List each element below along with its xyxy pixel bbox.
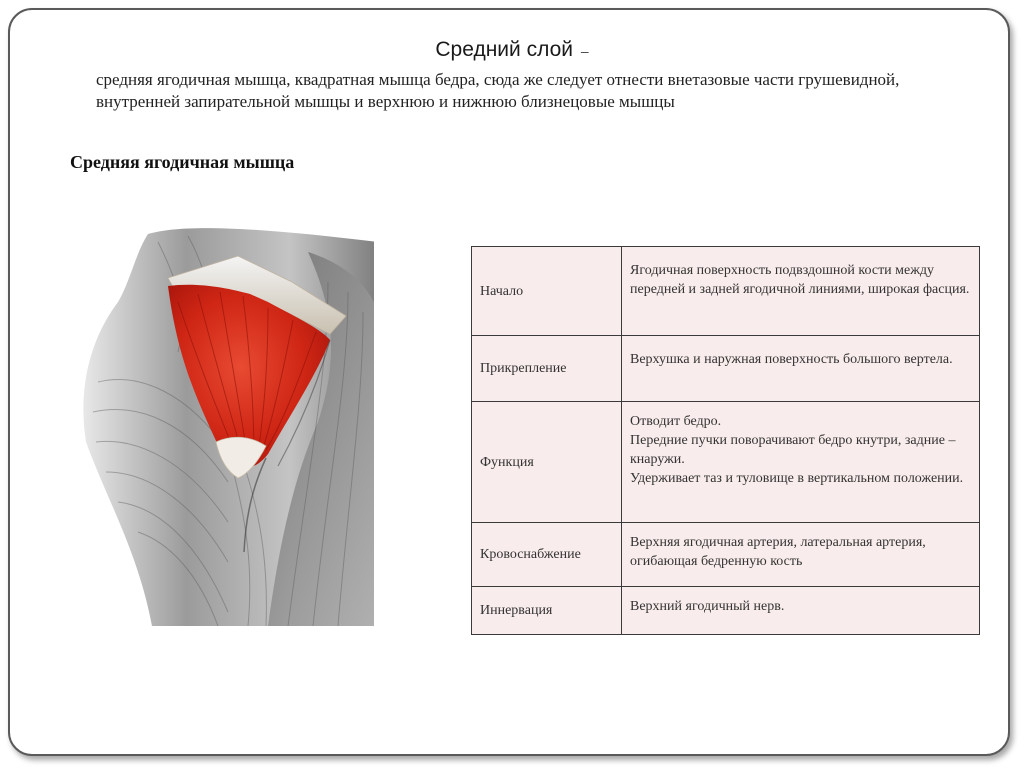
intro-text: средняя ягодичная мышца, квадратная мышца бедра, сюда же следует отнести внетазовые части грушевидной, внутренней запирательной мышцы и верхнюю и нижнюю близнецовые мышцы — [96, 70, 900, 111]
row-value-text: Верхний ягодичный нерв. — [630, 599, 785, 614]
muscle-info-table — [471, 246, 980, 635]
row-label-text: Начало — [480, 283, 524, 299]
table-row — [472, 402, 980, 523]
row-value — [622, 402, 980, 523]
row-label — [472, 402, 622, 523]
table-row — [472, 247, 980, 336]
slide-title-dash: – — [580, 43, 589, 59]
value-line: Удерживает таз и туловище в вертикальном положении. — [630, 471, 964, 486]
row-value-text: Верхняя ягодичная артерия, латеральная артерия, огибающая бедренную кость — [630, 535, 926, 569]
section-heading: Средняя ягодичная мышца — [70, 152, 295, 172]
gluteus-medius-illustration — [78, 222, 374, 626]
row-value — [622, 587, 980, 635]
value-line: Передние пучки поворачивают бедро кнутри, задние – кнаружи. — [630, 433, 956, 467]
row-label — [472, 336, 622, 402]
row-label — [472, 247, 622, 336]
row-label-text: Прикрепление — [480, 361, 567, 376]
row-value-text: Ягодичная поверхность подвздошной кости между передней и задней ягодичной линиями, широкая фасция. — [630, 263, 970, 297]
slide-title — [0, 38, 1024, 62]
row-value — [622, 523, 980, 587]
row-value — [622, 247, 980, 336]
row-label — [472, 523, 622, 587]
slide-title-text: Средний слой — [435, 38, 573, 61]
table-row — [472, 587, 980, 635]
row-value — [622, 336, 980, 402]
row-label — [472, 587, 622, 635]
table-row — [472, 336, 980, 402]
row-value-text: Верхушка и наружная поверхность большого вертела. — [630, 352, 953, 367]
row-label-text: Функция — [480, 454, 534, 470]
row-label-text: Иннервация — [480, 603, 553, 618]
table-row — [472, 523, 980, 587]
row-label-text: Кровоснабжение — [480, 547, 581, 562]
value-line: Отводит бедро. — [630, 414, 722, 429]
